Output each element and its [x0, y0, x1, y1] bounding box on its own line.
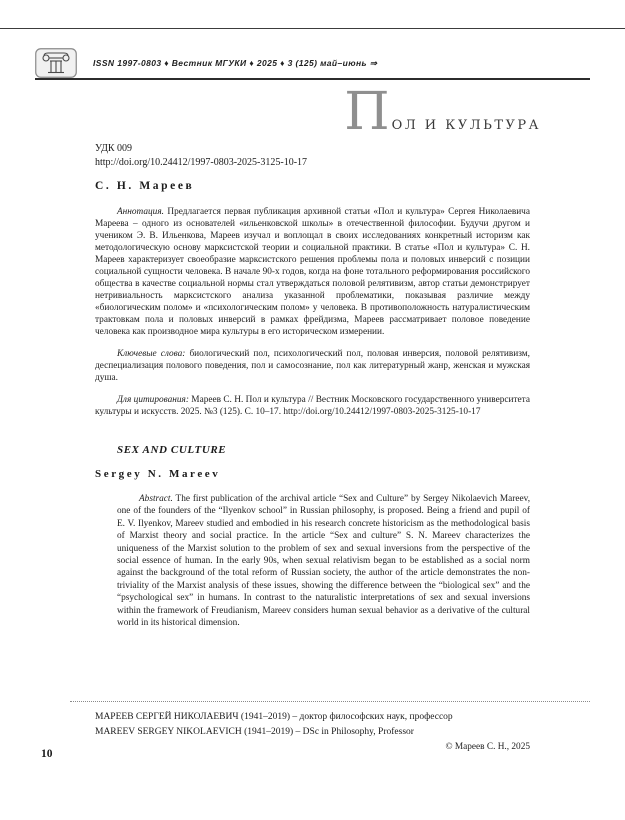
- author-bio-ru: МАРЕЕВ СЕРГЕЙ НИКОЛАЕВИЧ (1941–2019) – доктор философских наук, профессор: [95, 712, 453, 722]
- citation-text: Мареев С. Н. Пол и культура // Вестник Московского государственного университета культуры и искусств. 2025. №3 (125). С. 10–17. http://doi.org/10.24412/1997-0803-2025-3125-10-17: [95, 395, 530, 417]
- copyright-notice: © Мареев С. Н., 2025: [445, 742, 530, 752]
- annotation-text: Предлагается первая публикация архивной статьи «Пол и культура» Сергея Николаевича Мареева – одного из основателей «ильенковской школы» в отечественной философии. Будучи другом и учеником Э. В. Ильенкова, Мареев изучал и воплощал в своих исследованиях конкретный историзм как методологическую основу марксистской теории и социальной практики. В статье «Пол и культура» С. Н. Мареев характеризует своеобразие марксистского решения проблемы пола и половых инверсий с позиции социальной сущности человека. В начале 90-х годов, когда на фоне тотального реформирования российского общества в качестве социальной нормы стал утверждаться половой релятивизм, автор статьи демонстрирует нетривиальность марксистского анализа указанной проблематики, показывая различие между «биологическим полом» и «психологическим полом» у человека. В противоположность натуралистическим трактовкам пола и половых инверсий в рамках фрейдизма, Мареев рассматривает половое поведение человека как производное мира культуры в его историческом измерении.: [95, 207, 530, 337]
- top-border-rule: [0, 28, 625, 29]
- keywords-paragraph: [95, 348, 530, 384]
- footer-dotted-rule: [70, 701, 590, 702]
- citation-label: Для цитирования:: [117, 395, 189, 405]
- keywords-text: биологический пол, психологический пол, половая инверсия, половой релятивизм, деспециализация полового поведения, пол и самосознание, пол как литературный жанр, женская и мужская душа.: [95, 349, 530, 383]
- author-name-en: Sergey N. Mareev: [95, 468, 221, 480]
- section-title-text: ОЛ И КУЛЬТУРА: [391, 118, 541, 133]
- issn-journal-line: ISSN 1997-0803 ♦ Вестник МГУКИ ♦ 2025 ♦ 3 (125) май–июнь ⇒: [93, 58, 378, 68]
- annotation-paragraph: [95, 206, 530, 338]
- abstract-paragraph: [117, 493, 530, 629]
- citation-paragraph: [95, 394, 530, 418]
- udc-code: УДК 009: [95, 143, 133, 154]
- masthead: [35, 48, 590, 78]
- author-bio-en: MAREEV SERGEY NIKOLAEVICH (1941–2019) – DSc in Philosophy, Professor: [95, 726, 414, 737]
- article-content: [95, 143, 530, 629]
- section-title: [344, 82, 541, 142]
- masthead-rule: [35, 78, 590, 80]
- section-title-dropcap: П: [344, 82, 390, 142]
- page-number: 10: [41, 748, 53, 760]
- abstract-label: Abstract.: [139, 494, 173, 504]
- column-capital-icon: [35, 48, 77, 78]
- author-name-ru: С. Н. Мареев: [95, 180, 195, 192]
- keywords-label: Ключевые слова:: [117, 349, 186, 359]
- doi-link[interactable]: http://doi.org/10.24412/1997-0803-2025-3125-10-17: [95, 157, 308, 168]
- annotation-label: Аннотация.: [117, 207, 164, 217]
- title-en: SEX AND CULTURE: [117, 444, 227, 456]
- author-bio-block: [95, 710, 530, 739]
- abstract-text: The first publication of the archival article “Sex and Culture” by Sergey Nikolaevich Mareev, one of the founders of the “Ilyenkov school” in Russian philosophy, is proposed. Being a friend and pupil of E. V. Ilyenkov, Mareev studied and embodied in his research concrete historicism as the methodological basis of Marxist theory and social practice. In the article “Sex and culture” S. N. Mareev characterizes the uniqueness of the Marxist solution to the problem of sex and sexual inversions from the perspective of the social essence of human. In the early 90s, when sexual relativism began to be established as a social norm against the background of the total reform of Russian society, the author of the article demonstrates the non-triviality of the Marxist analysis of these issues, showing the difference between the “biological sex” and the “psychological sex” in humans. In contrast to the naturalistic interpretations of sex and sexual inversions within the framework of Freudianism, Mareev considers human sexual behavior as a derivative of the cultural world in its historical dimension.: [117, 494, 531, 629]
